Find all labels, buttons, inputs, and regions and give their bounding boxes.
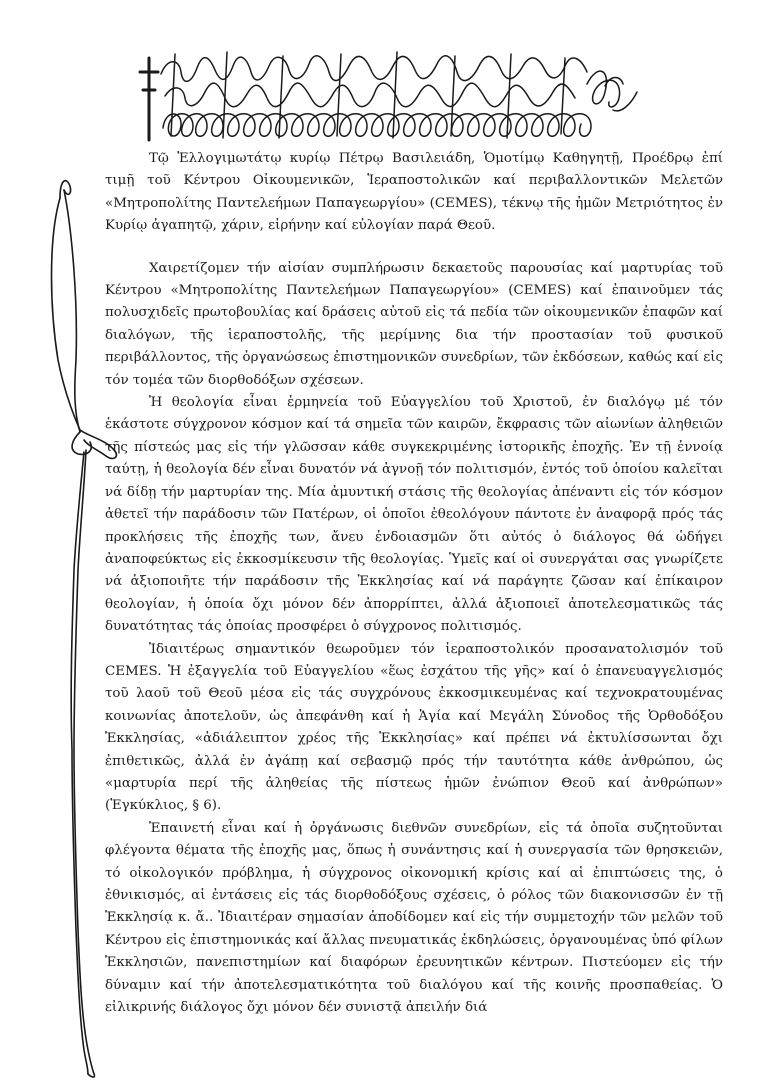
letter-paragraph: Χαιρετίζομεν τήν αἰσίαν συμπλήρωσιν δεκαετοῦς παρουσίας καί μαρτυρίας τοῦ Κέντρου «Μητροπολίτης Παντελεήμων Παπαγεωργίου» (CEMES) καί ἐπαινοῦμεν τάς πολυσχιδεῖς πρωτοβουλίας καί δράσεις αὐτοῦ εἰς τά πεδία τῶν οἰκουμενικῶν ἐπαφῶν καί διαλόγων, τῆς ἱεραποστολῆς, τῆς μερίμνης δια τήν προστασίαν τοῦ φυσικοῦ περιβάλλοντος, τῆς ὀργανώσεως ἐπιστημονικῶν συνεδρίων, τῶν ἐκδόσεων, καθώς καί εἰς τόν τομέα τῶν διορθοδόξων σχέσεων. [105, 260, 723, 388]
letter-paragraph: Ἡ θεολογία εἶναι ἑρμηνεία τοῦ Εὐαγγελίου τοῦ Χριστοῦ, ἐν διαλόγῳ μέ τόν ἑκάστοτε σύγχρονον κόσμον καί τά σημεῖα τῶν καιρῶν, ἔκφρασις τῶν αἰωνίων ἀληθειῶν τῆς πίστεώς μας εἰς τήν γλῶσσαν κάθε συγκεκριμένης ἱστορικῆς ἐποχῆς. Ἐν τῇ ἐννοίᾳ ταύτῃ, ἡ θεολογία δέν εἶναι δυνατόν νά ἀγνοῇ τόν πολιτισμόν, ἐντός τοῦ ὁποίου καλεῖται νά δίδῃ τήν μαρτυρίαν της. Μία ἀμυντική στάσις τῆς θεολογίας ἀπέναντι εἰς τόν κόσμον ἀθετεῖ τήν παράδοσιν τῶν Πατέρων, οἱ ὁποῖοι ἐθεολόγουν πάντοτε ἐν ἀναφορᾷ πρός τάς προκλήσεις τῆς ἐποχῆς των, ἄνευ ἐνδοιασμῶν ὅτι αὐτός ὁ διάλογος θά ὡδήγει ἀναποφεύκτως εἰς ἐκκοσμίκευσιν τῆς θεολογίας. Ὑμεῖς καί οἱ συνεργάται σας γνωρίζετε νά ἀξιοποιῆτε τήν παράδοσιν τῆς Ἐκκλησίας καί νά παράγητε ζῶσαν καί ἐπίκαιρον θεολογίαν, ἡ ὁποία ὄχι μόνον δέν ἀπορρίπτει, ἀλλά ἀξιοποιεῖ ἀποτελεσματικῶς τάς δυνατότητας τάς ὁποίας προσφέρει ὁ σύγχρονος πολιτισμός. [105, 395, 723, 635]
letter-greeting: Τῷ Ἐλλογιμωτάτῳ κυρίῳ Πέτρῳ Βασιλειάδη, Ὁμοτίμῳ Καθηγητῇ, Προέδρῳ ἐπί τιμῇ τοῦ Κέντρου Οἰκουμενικῶν, Ἱεραποστολικῶν καί περιβαλλοντικῶν Μελετῶν «Μητροπολίτης Παντελεήμων Παπαγεωργίου» (CEMES), τέκνῳ τῆς ἡμῶν Μετριότητος ἐν Κυρίῳ ἀγαπητῷ, χάριν, εἰρήνην καί εὐλογίαν παρά Θεοῦ. [105, 151, 723, 234]
letter-paragraph: Ἐπαινετή εἶναι καί ἡ ὀργάνωσις διεθνῶν συνεδρίων, εἰς τά ὁποῖα συζητοῦνται φλέγοντα θέματα τῆς ἐποχῆς μας, ὅπως ἡ συνάντησις καί ἡ συνεργασία τῶν θρησκειῶν, τό οἰκολογικόν πρόβλημα, ἡ σύγχρονος οἰκονομική κρίσις καί αἱ ἐπιπτώσεις της, ὁ ἐθνικισμός, αἱ ἐντάσεις εἰς τάς διορθοδόξους σχέσεις, ὁ ρόλος τῶν διακονισσῶν ἐν τῇ Ἐκκλησίᾳ κ. ἄ.. Ἰδιαιτέραν σημασίαν ἀποδίδομεν καί εἰς τήν συμμετοχήν τῶν μελῶν τοῦ Κέντρου εἰς ἐπιστημονικάς καί ἄλλας πνευματικάς ἐκδηλώσεις, ὀργανουμένας ὑπό φίλων Ἐκκλησιῶν, πανεπιστημίων καί διαφόρων ἐρευνητικῶν κέντρων. Πιστεύομεν εἰς τήν δύναμιν καί τήν ἀποτελεσματικότητα τοῦ διαλόγου καί τῆς κοινῆς προσπαθείας. Ὁ εἰλικρινής διάλογος ὄχι μόνον δέν συνιστᾷ ἀπειλήν διά [105, 820, 723, 1016]
letter-paragraph: Ἰδιαιτέρως σημαντικόν θεωροῦμεν τόν ἱεραποστολικόν προσανατολισμόν τοῦ CEMES. Ἡ ἐξαγγελία τοῦ Εὐαγγελίου «ἕως ἐσχάτου τῆς γῆς» καί ὁ ἐπανευαγγελισμός τοῦ λαοῦ τοῦ Θεοῦ μέσα εἰς τάς συγχρόνους ἐκκοσμικευμένας καί τεχνοκρατουμένας κοινωνίας ἀποτελοῦν, ὡς ἀπεφάνθη καί ἡ Ἁγία καί Μεγάλη Σύνοδος τῆς Ὀρθοδόξου Ἐκκλησίας, «ἀδιάλειπτον χρέος τῆς Ἐκκλησίας» καί πρέπει νά ἐκτυλίσσωνται ὄχι ἐπιθετικῶς, ἀλλά ἐν ἀγάπῃ καί σεβασμῷ πρός τήν ταυτότητα κάθε ἀνθρώπου, ὡς «μαρτυρία περί τῆς ἀληθείας τῆς πίστεως ἡμῶν ἐνώπιον Θεοῦ καί ἀνθρώπων» (Ἐγκύκλιος, § 6). [105, 641, 723, 814]
patriarchal-signature [135, 44, 640, 144]
letter-body [105, 148, 723, 1019]
